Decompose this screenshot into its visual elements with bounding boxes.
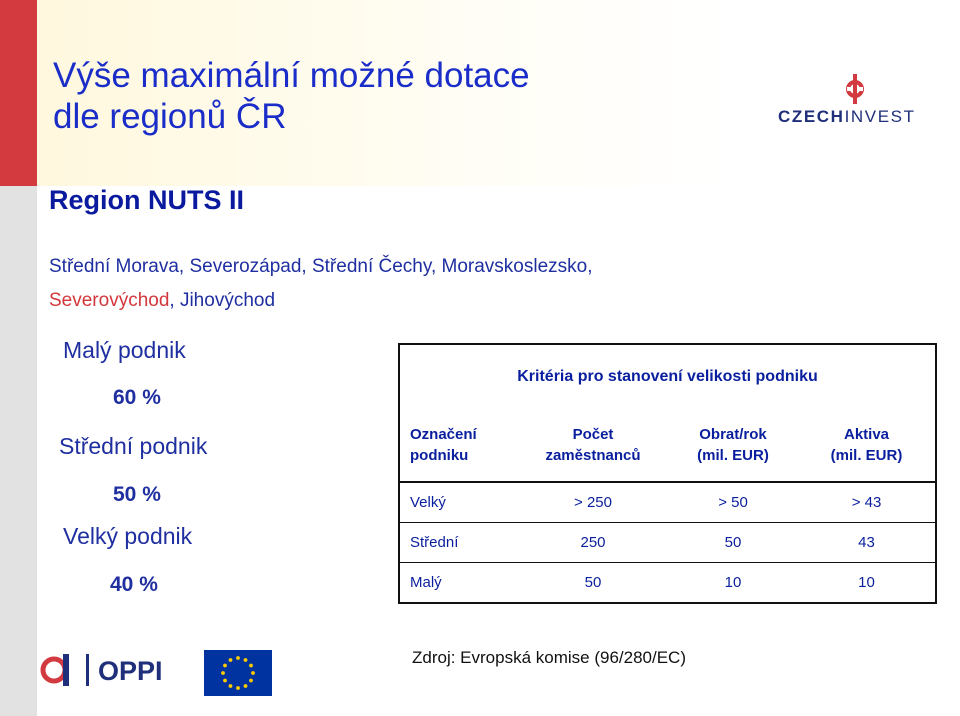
table-row: [399, 482, 936, 523]
header-employees: [518, 409, 668, 482]
cell-employees: 250: [518, 523, 668, 563]
criteria-header-row: [399, 409, 936, 482]
oppi-emblem-icon: [40, 650, 80, 690]
region-heading: Region NUTS II: [49, 185, 244, 215]
region-areas-line-2: [49, 284, 593, 318]
size-percent-large: 40 %: [110, 573, 158, 596]
size-label-medium: Střední podnik: [59, 433, 208, 459]
cell-turnover: 50: [668, 523, 798, 563]
oppi-logo: [40, 650, 180, 690]
cell-turnover: 10: [668, 563, 798, 604]
source-note: Zdroj: Evropská komise (96/280/EC): [412, 648, 686, 667]
region-area-severovychod: Severovýchod: [49, 290, 170, 311]
czechinvest-emblem-icon: [778, 72, 928, 108]
size-label-small: Malý podnik: [63, 337, 186, 363]
left-decor-strip: [0, 0, 37, 716]
header-designation: [399, 409, 518, 482]
header-assets: [798, 409, 936, 482]
eu-flag: [204, 650, 272, 696]
table-row: [399, 563, 936, 604]
cell-size: Střední: [399, 523, 518, 563]
cell-size: Velký: [410, 494, 446, 511]
eu-stars-icon: [204, 650, 272, 696]
cell-turnover: > 50: [718, 494, 748, 511]
cell-employees: 50: [518, 563, 668, 604]
header-assets-line-1: Aktiva: [843, 426, 890, 443]
cell-assets: 10: [798, 563, 936, 604]
cell-assets: 43: [798, 523, 936, 563]
header-turnover-line-1: Obrat/rok: [699, 426, 767, 443]
table-row: [399, 523, 936, 563]
header-assets-line-2: (mil. EUR): [830, 447, 903, 464]
czechinvest-logo: [778, 72, 928, 132]
cell-size: Malý: [399, 563, 518, 604]
oppi-logo-text: OPPI: [98, 656, 163, 686]
cell-assets: > 43: [851, 494, 882, 511]
oppi-divider-icon: [84, 650, 94, 690]
czechinvest-logo-text: [778, 107, 916, 127]
criteria-caption-row: [399, 344, 936, 409]
header-turnover: [668, 409, 798, 482]
left-red-bar: [0, 0, 37, 186]
header-designation-line-1: Označení: [410, 426, 477, 443]
size-label-large: Velký podnik: [63, 523, 193, 549]
region-areas-line-1: Střední Morava, Severozápad, Střední Čechy, Moravskoslezsko,: [49, 256, 593, 277]
cell-employees: > 250: [574, 494, 612, 511]
title-line-2: dle regionů ČR: [53, 97, 287, 136]
page-title: [53, 55, 530, 137]
logo-text-bold: CZECH: [778, 107, 845, 126]
criteria-caption: Kritéria pro stanovení velikosti podniku: [517, 368, 818, 385]
header-turnover-line-2: (mil. EUR): [697, 447, 769, 464]
region-areas: [49, 250, 593, 318]
header-employees-line-1: Počet: [572, 426, 614, 443]
size-percent-medium: 50 %: [113, 483, 161, 506]
header-employees-line-2: zaměstnanců: [545, 447, 641, 464]
header-designation-line-2: podniku: [410, 447, 469, 464]
logo-text-light: INVEST: [844, 107, 916, 126]
criteria-table: [398, 343, 937, 604]
title-line-1: Výše maximální možné dotace: [53, 56, 530, 95]
size-percent-small: 60 %: [113, 386, 161, 409]
region-area-rest: , Jihovýchod: [169, 290, 276, 311]
